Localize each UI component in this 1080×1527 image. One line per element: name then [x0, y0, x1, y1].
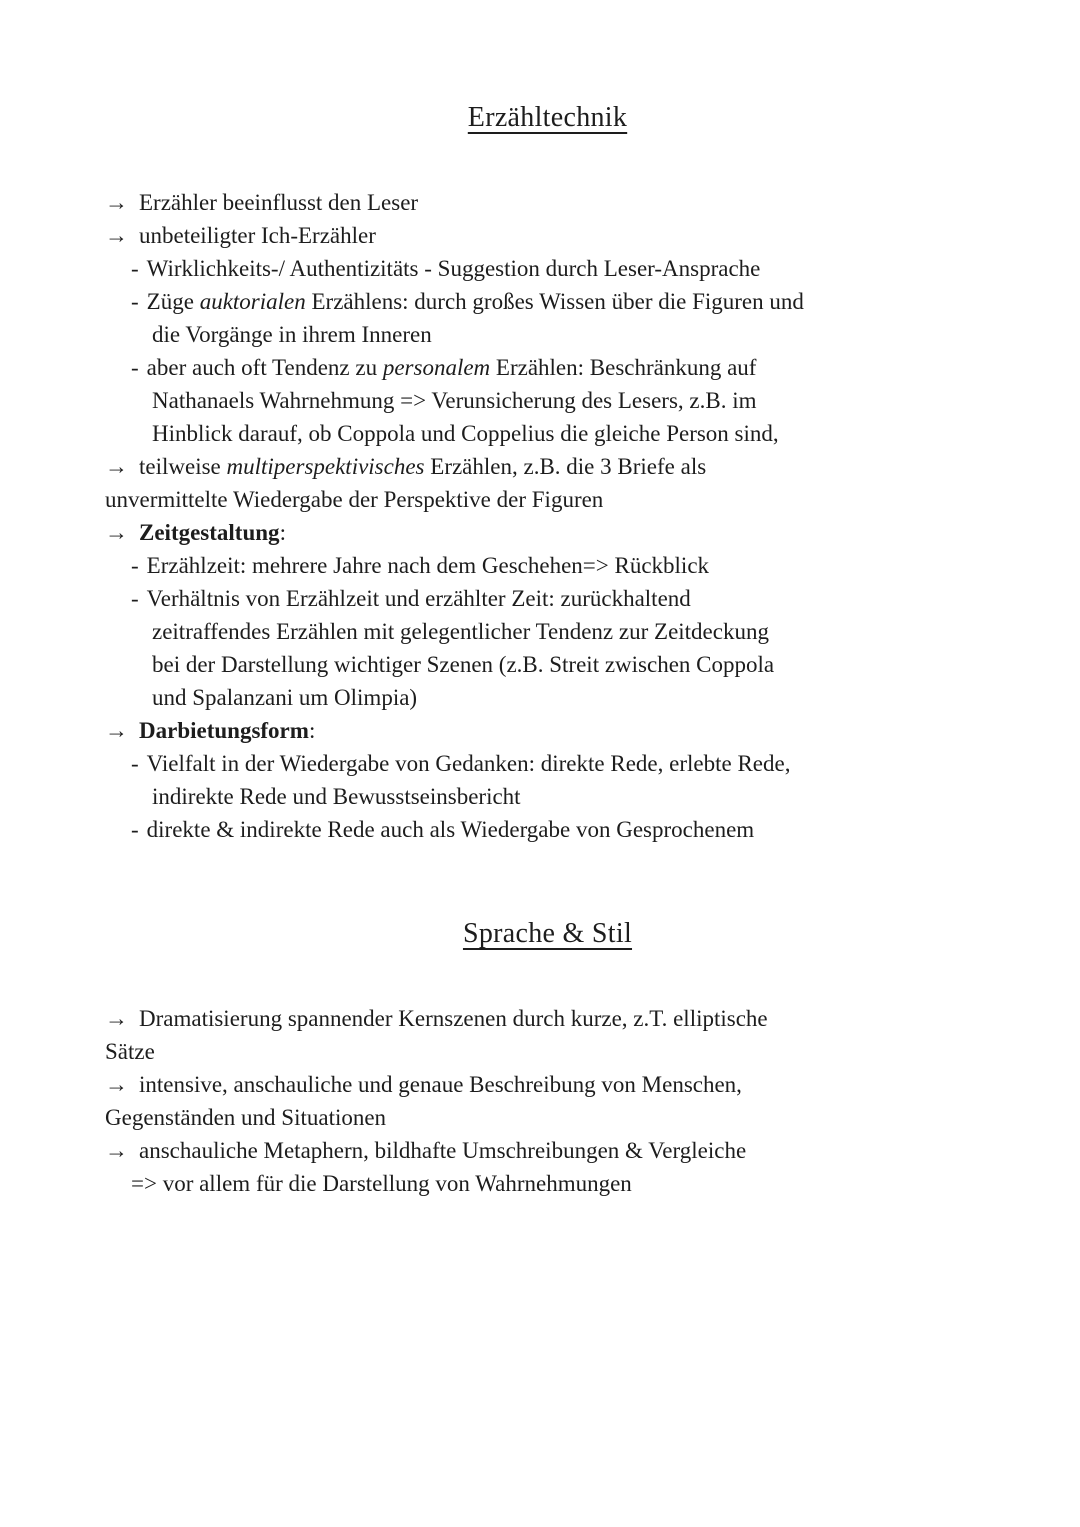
text-segment: Erzählens: durch großes Wissen über die Figuren und: [305, 289, 804, 314]
text-segment: Nathanaels Wahrnehmung => Verunsicherung des Lesers, z.B. im: [152, 388, 757, 413]
text-segment: Vielfalt in der Wiedergabe von Gedanken: direkte Rede, erlebte Rede,: [146, 751, 791, 776]
section-erzaehltechnik: [105, 100, 990, 846]
note-line: [105, 681, 990, 714]
text-segment: Dramatisierung spannender Kernszenen durch kurze, z.T. elliptische: [139, 1006, 768, 1031]
note-line: [105, 384, 990, 417]
text-segment: auktorialen: [199, 289, 306, 314]
note-line: [105, 813, 990, 846]
text-segment: zeitraffendes Erzählen mit gelegentlicher Tendenz zur Zeitdeckung: [152, 619, 769, 644]
arrow-bullet: →: [105, 223, 128, 248]
text-segment: anschauliche Metaphern, bildhafte Umschreibungen & Vergleiche: [139, 1138, 747, 1163]
text-segment: multiperspektivisches: [226, 454, 425, 479]
text-segment: Gegenständen und Situationen: [105, 1105, 387, 1130]
text-segment: => vor allem für die Darstellung von Wahrnehmungen: [131, 1171, 632, 1196]
text-segment: :: [279, 520, 286, 545]
text-segment: Züge: [146, 289, 200, 314]
dash-bullet: -: [131, 751, 139, 776]
dash-bullet: -: [131, 355, 139, 380]
note-line: [105, 1002, 990, 1035]
note-line: [105, 285, 990, 318]
dash-bullet: -: [131, 817, 139, 842]
note-line: [105, 1068, 990, 1101]
note-line: [105, 549, 990, 582]
note-line: [105, 615, 990, 648]
text-segment: intensive, anschauliche und genaue Beschreibung von Menschen,: [139, 1072, 742, 1097]
text-segment: Wirklichkeits-/ Authentizitäts - Suggestion durch Leser-Ansprache: [146, 256, 761, 281]
note-line: [105, 516, 990, 549]
text-segment: Verhältnis von Erzählzeit und erzählter Zeit: zurückhaltend: [146, 586, 691, 611]
note-line: [105, 186, 990, 219]
note-line: [105, 219, 990, 252]
text-segment: Erzählzeit: mehrere Jahre nach dem Geschehen=> Rückblick: [146, 553, 710, 578]
note-line: [105, 1134, 990, 1167]
text-segment: Erzähler beeinflusst den Leser: [139, 190, 419, 215]
text-segment: teilweise: [139, 454, 227, 479]
arrow-bullet: →: [105, 718, 128, 743]
note-line: [105, 1101, 990, 1134]
note-line: [105, 1035, 990, 1068]
arrow-bullet: →: [105, 1006, 128, 1031]
text-segment: aber auch oft Tendenz zu: [146, 355, 383, 380]
note-line: [105, 1167, 990, 1200]
text-segment: personalem: [382, 355, 491, 380]
text-segment: Sätze: [105, 1039, 155, 1064]
dash-bullet: -: [131, 553, 139, 578]
arrow-bullet: →: [105, 1138, 128, 1163]
text-segment: die Vorgänge in ihrem Inneren: [152, 322, 432, 347]
section-sprache-stil: [105, 916, 990, 1200]
text-segment: Zeitgestaltung: [139, 520, 280, 545]
text-segment: unbeteiligter Ich-Erzähler: [139, 223, 376, 248]
text-segment: direkte & indirekte Rede auch als Wiedergabe von Gesprochenem: [146, 817, 755, 842]
arrow-bullet: →: [105, 454, 128, 479]
note-line: [105, 714, 990, 747]
dash-bullet: -: [131, 289, 139, 314]
text-segment: bei der Darstellung wichtiger Szenen (z.B. Streit zwischen Coppola: [152, 652, 775, 677]
text-segment: Erzählen, z.B. die 3 Briefe als: [424, 454, 707, 479]
note-line: [105, 780, 990, 813]
text-segment: und Spalanzani um Olimpia): [152, 685, 418, 710]
note-line: [105, 252, 990, 285]
note-line: [105, 351, 990, 384]
note-line: [105, 450, 990, 483]
arrow-bullet: →: [105, 520, 128, 545]
arrow-bullet: →: [105, 1072, 128, 1097]
dash-bullet: -: [131, 586, 139, 611]
text-segment: unvermittelte Wiedergabe der Perspektive der Figuren: [105, 487, 604, 512]
text-segment: Erzählen: Beschränkung auf: [490, 355, 757, 380]
note-line: [105, 483, 990, 516]
dash-bullet: -: [131, 256, 139, 281]
text-segment: Hinblick darauf, ob Coppola und Coppelius die gleiche Person sind,: [152, 421, 779, 446]
text-segment: Darbietungsform: [139, 718, 309, 743]
section-title: Sprache & Stil: [462, 918, 633, 949]
note-line: [105, 417, 990, 450]
note-line: [105, 582, 990, 615]
arrow-bullet: →: [105, 190, 128, 215]
note-line: [105, 648, 990, 681]
section-title: Erzähltechnik: [467, 102, 628, 133]
note-line: [105, 318, 990, 351]
note-line: [105, 747, 990, 780]
text-segment: :: [308, 718, 316, 743]
text-segment: indirekte Rede und Bewusstseinsbericht: [152, 784, 521, 809]
